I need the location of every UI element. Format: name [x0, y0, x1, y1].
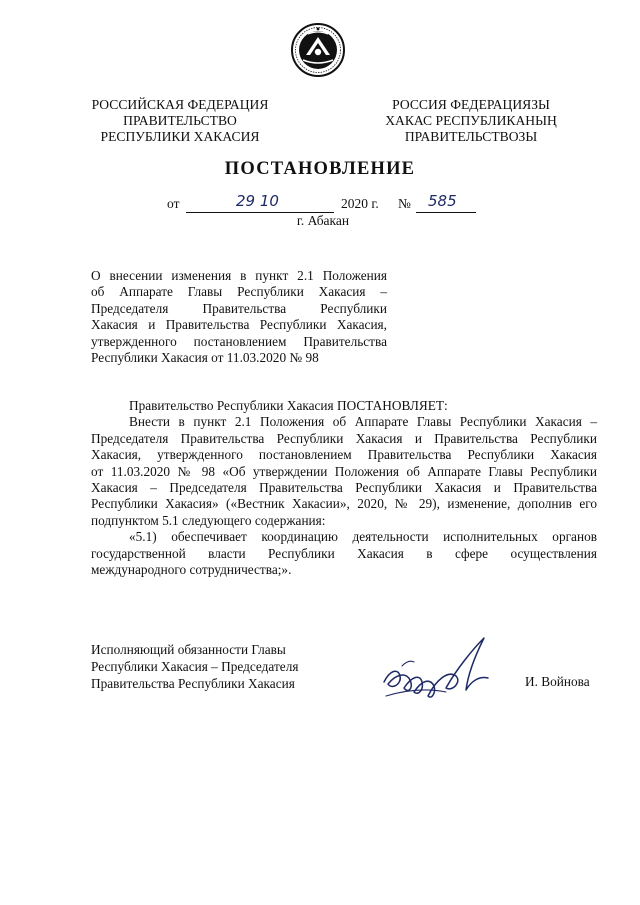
- body-line: «5.1) обеспечивает координацию деятельности исполнительных органов: [129, 529, 597, 545]
- subject-line: утвержденного постановлением Правительства: [91, 333, 387, 349]
- position-line: Республики Хакасия – Председателя: [91, 658, 299, 674]
- header-right-line: РОССИЯ ФЕДЕРАЦИЯЗЫ: [392, 97, 550, 112]
- position-line: Правительства Республики Хакасия: [91, 675, 295, 691]
- body-line: международного сотрудничества;».: [91, 562, 292, 578]
- date-prefix: от: [167, 196, 180, 211]
- handwritten-date: 29 10: [236, 192, 279, 210]
- subject-line: Хакасия и Правительства Республики Хакасия,: [91, 317, 387, 333]
- body-line: Хакасия, утвержденного постановлением Правительства Республики Хакасия: [91, 447, 597, 463]
- body-line: Внести в пункт 2.1 Положения об Аппарате Главы Республики Хакасия –: [129, 414, 597, 430]
- coat-of-arms-emblem: [290, 22, 346, 78]
- header-right-line: ХАКАС РЕСПУБЛИКАНЫҢ: [385, 113, 557, 128]
- header-right-line: ПРАВИТЕЛЬСТВОЗЫ: [404, 129, 538, 144]
- body-line: от 11.03.2020 № 98 «Об утверждении Положения об Аппарате Главы Республики: [91, 463, 597, 479]
- subject-block: [91, 268, 387, 366]
- body-line: Республики Хакасия» («Вестник Хакасии», 2020, № 29), изменение, дополнив его: [91, 496, 597, 512]
- body-line: Председателя Правительства Республики Хакасия и Правительства Республики: [91, 430, 597, 446]
- resolution-body: [91, 398, 597, 578]
- header-right: [356, 97, 586, 145]
- subject-line: об Аппарате Главы Республики Хакасия –: [91, 284, 387, 300]
- subject-line: Председателя Правительства Республики: [91, 300, 387, 316]
- header-left-line: РЕСПУБЛИКИ ХАКАСИЯ: [100, 129, 260, 144]
- handwritten-signature: [376, 630, 506, 712]
- body-line: государственной власти Республики Хакасия в сфере осуществления: [91, 545, 597, 561]
- signatory-position: [91, 642, 298, 692]
- preamble: Правительство Республики Хакасия ПОСТАНОВЛЯЕТ:: [129, 398, 448, 413]
- document-title: ПОСТАНОВЛЕНИЕ: [224, 159, 416, 179]
- subject-line: О внесении изменения в пункт 2.1 Положения: [91, 268, 387, 283]
- body-line: подпунктом 5.1 следующего содержания:: [91, 512, 326, 528]
- body-line: Хакасия – Председателя Правительства Республики Хакасия и Правительства: [91, 480, 597, 496]
- header-left-line: РОССИЙСКАЯ ФЕДЕРАЦИЯ: [91, 97, 269, 112]
- city: г. Абакан: [296, 213, 350, 228]
- header-left: [80, 97, 280, 145]
- header-left-line: ПРАВИТЕЛЬСТВО: [123, 113, 237, 128]
- signatory-name: И. Войнова: [525, 674, 590, 689]
- subject-line: Республики Хакасия от 11.03.2020 № 98: [91, 350, 319, 366]
- number-label: №: [398, 196, 411, 211]
- position-line: Исполняющий обязанности Главы: [91, 642, 286, 657]
- date-year: 2020 г.: [341, 196, 379, 211]
- handwritten-number: 585: [428, 192, 457, 210]
